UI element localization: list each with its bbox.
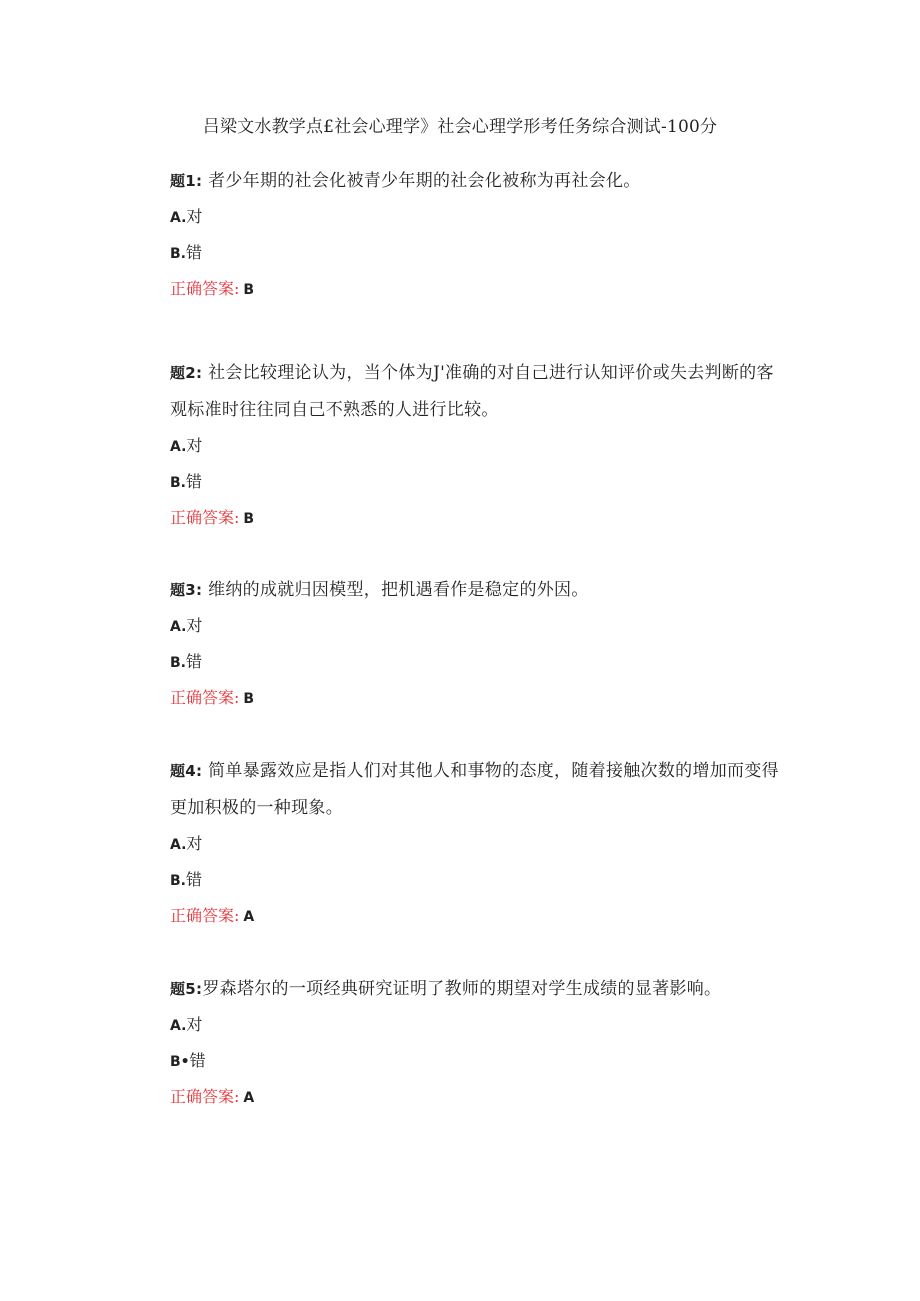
question-text	[170, 572, 780, 609]
answer-label: 正确答案:	[170, 279, 240, 298]
option-letter: B.	[170, 655, 186, 671]
question-label: 题3:	[170, 581, 203, 599]
option-text: 错	[189, 1051, 206, 1070]
answer-label: 正确答案:	[170, 688, 240, 707]
correct-answer	[170, 906, 780, 926]
question-body: 简单暴露效应是指人们对其他人和事物的态度，随着接触次数的增加而变得更加积极的一种现象。	[170, 761, 779, 818]
option-letter: A.	[170, 837, 187, 853]
option-a[interactable]	[170, 1015, 780, 1035]
option-text: 错	[186, 870, 203, 889]
answer-value: A	[243, 909, 255, 925]
option-text: 对	[186, 207, 203, 226]
correct-answer	[170, 279, 780, 299]
question-body: 者少年期的社会化被青少年期的社会化被称为再社会化。	[208, 171, 641, 191]
question-4	[170, 753, 780, 926]
question-5	[170, 971, 780, 1107]
option-letter: B.	[170, 873, 186, 889]
option-letter: B•	[170, 1054, 190, 1070]
question-text	[170, 163, 780, 200]
option-a[interactable]	[170, 834, 780, 854]
answer-value: B	[243, 282, 255, 298]
option-text: 对	[186, 834, 203, 853]
question-3	[170, 572, 780, 708]
option-letter: A.	[170, 210, 187, 226]
option-b[interactable]	[170, 870, 780, 890]
answer-value: A	[243, 1090, 255, 1106]
option-text: 错	[186, 243, 203, 262]
question-label: 题1:	[170, 172, 203, 190]
option-text: 错	[186, 652, 203, 671]
question-1	[170, 173, 780, 299]
option-b[interactable]	[170, 472, 780, 492]
option-letter: A.	[170, 439, 187, 455]
question-text	[170, 355, 780, 429]
correct-answer	[170, 688, 780, 708]
question-body: 社会比较理论认为，当个体为J'准确的对自己进行认知评价或失去判断的客观标准时往往同自己不熟悉的人进行比较。	[170, 363, 774, 420]
question-label: 题5:	[170, 980, 203, 998]
correct-answer	[170, 508, 780, 528]
question-body: 维纳的成就归因模型，把机遇看作是稳定的外因。	[208, 580, 589, 600]
question-label: 题4:	[170, 762, 203, 780]
option-letter: B.	[170, 475, 186, 491]
answer-label: 正确答案:	[170, 906, 240, 925]
option-text: 对	[186, 1015, 203, 1034]
option-letter: A.	[170, 1018, 187, 1034]
answer-value: B	[243, 511, 255, 527]
option-text: 对	[186, 436, 203, 455]
answer-label: 正确答案:	[170, 1087, 240, 1106]
option-a[interactable]	[170, 616, 780, 636]
question-label: 题2:	[170, 364, 203, 382]
question-text	[170, 971, 780, 1008]
option-b[interactable]	[170, 652, 780, 672]
option-text: 错	[186, 472, 203, 491]
answer-value: B	[243, 691, 255, 707]
option-letter: A.	[170, 619, 187, 635]
page-title: 吕梁文水教学点£社会心理学》社会心理学形考任务综合测试-100分	[202, 117, 718, 137]
answer-label: 正确答案:	[170, 508, 240, 527]
question-text	[170, 753, 780, 827]
option-a[interactable]	[170, 436, 780, 456]
question-2	[170, 355, 780, 528]
option-letter: B.	[170, 246, 186, 262]
option-b[interactable]	[170, 1051, 780, 1071]
option-text: 对	[186, 616, 203, 635]
option-b[interactable]	[170, 243, 780, 263]
correct-answer	[170, 1087, 780, 1107]
question-body: 罗森塔尔的一项经典研究证明了教师的期望对学生成绩的显著影响。	[202, 979, 722, 999]
option-a[interactable]	[170, 207, 780, 227]
